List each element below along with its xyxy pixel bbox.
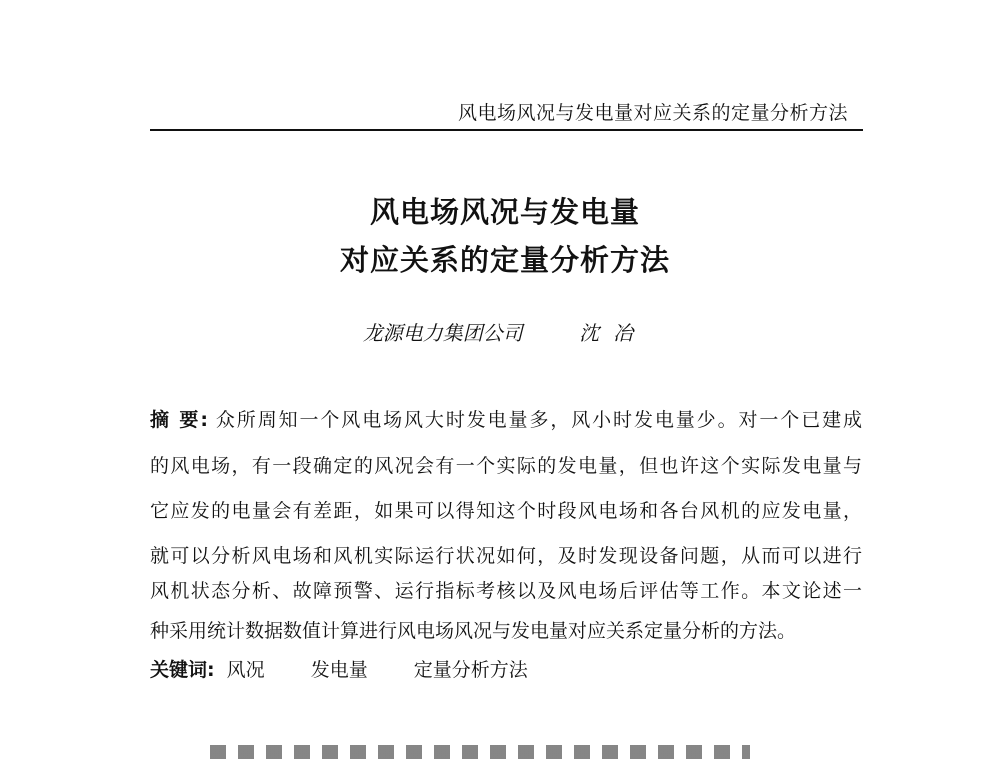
author: 沈冶 bbox=[579, 321, 648, 345]
title-line-1: 风电场风况与发电量 bbox=[369, 195, 640, 229]
keywords-label: 关键词: bbox=[150, 659, 215, 681]
abstract-line-3: 它应发的电量会有差距，如果可以得知这个时段风电场和各台风机的应发电量， bbox=[150, 500, 862, 522]
keywords bbox=[150, 655, 528, 682]
abstract-text: 众所周知一个风电场风大时发电量多，风小时发电量少。对一个已建成 bbox=[215, 409, 862, 431]
cutoff-body-text bbox=[210, 745, 750, 759]
running-header: 风电场风况与发电量对应关系的定量分析方法 bbox=[457, 102, 848, 124]
title-line-2: 对应关系的定量分析方法 bbox=[339, 243, 670, 277]
abstract-label: 摘 要: bbox=[150, 409, 208, 431]
byline bbox=[0, 317, 1000, 346]
abstract-line-2: 的风电场，有一段确定的风况会有一个实际的发电量，但也许这个实际发电量与 bbox=[150, 455, 862, 477]
keyword-item: 定量分析方法 bbox=[413, 659, 528, 681]
abstract-line-5: 风机状态分析、故障预警、运行指标考核以及风电场后评估等工作。本文论述一 bbox=[150, 580, 862, 602]
keyword-item: 风况 bbox=[226, 659, 265, 681]
keyword-item: 发电量 bbox=[310, 659, 368, 681]
abstract-line-1 bbox=[150, 405, 862, 432]
abstract-line-4: 就可以分析风电场和风机实际运行状况如何，及时发现设备问题，从而可以进行 bbox=[150, 545, 862, 567]
affiliation: 龙源电力集团公司 bbox=[362, 321, 523, 345]
abstract-line-6: 种采用统计数据数值计算进行风电场风况与发电量对应关系定量分析的方法。 bbox=[150, 620, 797, 642]
header-rule bbox=[150, 129, 863, 131]
